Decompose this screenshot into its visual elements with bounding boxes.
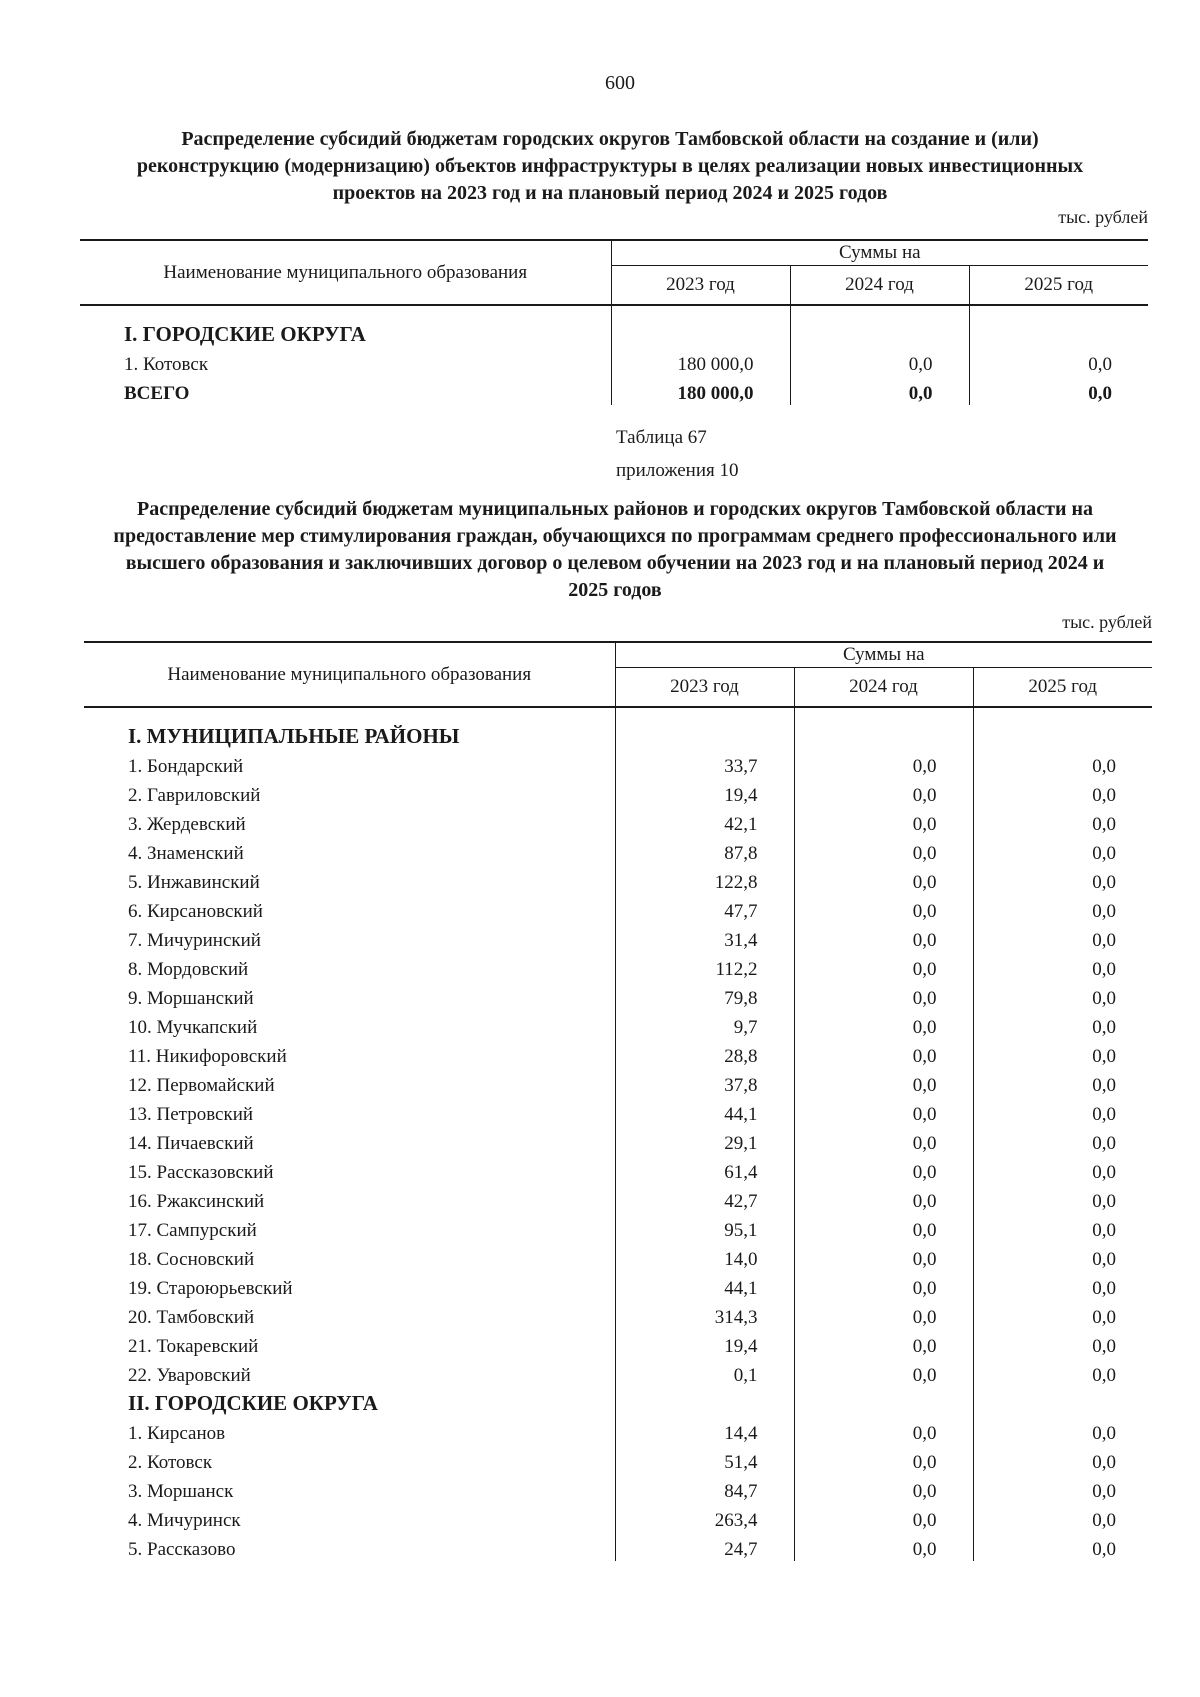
value-2023: 9,7: [615, 1010, 794, 1039]
value-2025: 0,0: [973, 1416, 1152, 1445]
value-2024: 0,0: [794, 952, 973, 981]
row-name: 5. Инжавинский: [128, 872, 260, 893]
value-2025: 0,0: [973, 981, 1152, 1010]
table-number: Таблица 67: [616, 427, 707, 448]
row-name: 11. Никифоровский: [128, 1046, 287, 1067]
row-name: 1. Кирсанов: [128, 1423, 226, 1444]
table-row: [84, 778, 1152, 807]
table-row: [84, 1242, 1152, 1271]
value-2023: 37,8: [615, 1068, 794, 1097]
value-2023: 263,4: [615, 1503, 794, 1532]
row-name: 17. Сампурский: [128, 1220, 257, 1241]
value-2024: 0,0: [794, 1358, 973, 1387]
table-row: [84, 1068, 1152, 1097]
table-row: [84, 807, 1152, 836]
value-2025: 0,0: [969, 347, 1148, 376]
value-2023: 42,1: [615, 807, 794, 836]
total-2023: 180 000,0: [611, 376, 790, 405]
row-name: 16. Ржаксинский: [128, 1191, 265, 1212]
value-2025: 0,0: [973, 1155, 1152, 1184]
table2-units: тыс. рублей: [1062, 612, 1152, 632]
value-2025: 0,0: [973, 1474, 1152, 1503]
column-header-2025: 2025 год: [973, 668, 1152, 708]
column-header-2023: 2023 год: [615, 668, 794, 708]
value-2024: 0,0: [794, 778, 973, 807]
value-2025: 0,0: [973, 1503, 1152, 1532]
value-2024: 0,0: [794, 749, 973, 778]
value-2025: 0,0: [973, 1039, 1152, 1068]
table-row: [84, 1329, 1152, 1358]
value-2023: 24,7: [615, 1532, 794, 1561]
value-2025: 0,0: [973, 952, 1152, 981]
table-row: [84, 1358, 1152, 1387]
table-row: [84, 1126, 1152, 1155]
table-row: [84, 1416, 1152, 1445]
value-2024: 0,0: [790, 347, 969, 376]
table2: [84, 641, 1152, 1561]
value-2025: 0,0: [973, 923, 1152, 952]
value-2025: 0,0: [973, 1242, 1152, 1271]
table-row: [84, 1445, 1152, 1474]
table-row: [84, 836, 1152, 865]
section-title: I. МУНИЦИПАЛЬНЫЕ РАЙОНЫ: [128, 724, 460, 748]
row-name: 1. Бондарский: [128, 756, 244, 777]
row-name: 15. Рассказовский: [128, 1162, 274, 1183]
row-name: 1. Котовск: [124, 354, 209, 375]
value-2025: 0,0: [973, 1097, 1152, 1126]
column-header-2024: 2024 год: [790, 266, 969, 306]
value-2025: 0,0: [973, 1184, 1152, 1213]
row-name: 4. Мичуринск: [128, 1510, 241, 1531]
value-2023: 84,7: [615, 1474, 794, 1503]
value-2023: 33,7: [615, 749, 794, 778]
table-row: [80, 347, 1148, 376]
value-2024: 0,0: [794, 1126, 973, 1155]
value-2024: 0,0: [794, 1097, 973, 1126]
value-2025: 0,0: [973, 1126, 1152, 1155]
row-name: 4. Знаменский: [128, 843, 244, 864]
value-2024: 0,0: [794, 1474, 973, 1503]
value-2024: 0,0: [794, 923, 973, 952]
row-name: 21. Токаревский: [128, 1336, 259, 1357]
table-row: [84, 1300, 1152, 1329]
value-2023: 95,1: [615, 1213, 794, 1242]
table-row: [84, 749, 1152, 778]
column-header-2024: 2024 год: [794, 668, 973, 708]
table-row: [84, 981, 1152, 1010]
table-row: [84, 1474, 1152, 1503]
row-name: 20. Тамбовский: [128, 1307, 255, 1328]
section-row: [84, 707, 1152, 749]
value-2024: 0,0: [794, 894, 973, 923]
value-2023: 29,1: [615, 1126, 794, 1155]
section-row: [84, 1387, 1152, 1416]
row-name: 22. Уваровский: [128, 1365, 251, 1386]
value-2025: 0,0: [973, 1271, 1152, 1300]
total-2025: 0,0: [969, 376, 1148, 405]
row-name: 5. Рассказово: [128, 1539, 236, 1560]
value-2024: 0,0: [794, 865, 973, 894]
table1: [80, 239, 1148, 405]
table-row: [84, 1503, 1152, 1532]
value-2024: 0,0: [794, 1068, 973, 1097]
total-2024: 0,0: [790, 376, 969, 405]
value-2023: 14,4: [615, 1416, 794, 1445]
row-name: 6. Кирсановский: [128, 901, 263, 922]
value-2025: 0,0: [973, 1532, 1152, 1561]
value-2024: 0,0: [794, 1184, 973, 1213]
section-title: I. ГОРОДСКИЕ ОКРУГА: [124, 322, 366, 346]
value-2025: 0,0: [973, 836, 1152, 865]
value-2024: 0,0: [794, 981, 973, 1010]
row-name: 10. Мучкапский: [128, 1017, 258, 1038]
appendix-ref: приложения 10: [616, 460, 739, 481]
column-header-name: Наименование муниципального образования: [80, 240, 611, 305]
column-header-sums: Суммы на: [615, 642, 1152, 668]
value-2023: 87,8: [615, 836, 794, 865]
value-2024: 0,0: [794, 1242, 973, 1271]
row-name: 3. Жердевский: [128, 814, 246, 835]
table-row: [84, 923, 1152, 952]
row-name: 19. Староюрьевский: [128, 1278, 293, 1299]
value-2025: 0,0: [973, 865, 1152, 894]
table-row: [84, 1039, 1152, 1068]
value-2023: 44,1: [615, 1271, 794, 1300]
value-2024: 0,0: [794, 1503, 973, 1532]
value-2024: 0,0: [794, 1329, 973, 1358]
column-header-2023: 2023 год: [611, 266, 790, 306]
value-2024: 0,0: [794, 1445, 973, 1474]
value-2025: 0,0: [973, 1213, 1152, 1242]
row-name: 9. Моршанский: [128, 988, 254, 1009]
section-title: II. ГОРОДСКИЕ ОКРУГА: [128, 1391, 378, 1415]
value-2023: 112,2: [615, 952, 794, 981]
value-2023: 47,7: [615, 894, 794, 923]
table2-title: Распределение субсидий бюджетам муниципальных районов и городских округов Тамбовской области на предоставление мер стимулирования граждан, обучающихся по программам среднего профессионального или высшего образования и заключивших договор о целевом обучении на 2023 год и на плановый период 2024 и 2025 годов: [113, 498, 1117, 601]
value-2025: 0,0: [973, 1445, 1152, 1474]
value-2023: 180 000,0: [611, 347, 790, 376]
table1-units: тыс. рублей: [1058, 207, 1148, 227]
value-2024: 0,0: [794, 1155, 973, 1184]
page-number: 600: [605, 72, 635, 94]
table-row: [84, 952, 1152, 981]
table-row: [84, 1155, 1152, 1184]
table-row: [84, 1532, 1152, 1561]
value-2024: 0,0: [794, 1300, 973, 1329]
value-2025: 0,0: [973, 749, 1152, 778]
value-2024: 0,0: [794, 1039, 973, 1068]
value-2024: 0,0: [794, 1532, 973, 1561]
column-header-2025: 2025 год: [969, 266, 1148, 306]
value-2025: 0,0: [973, 1010, 1152, 1039]
value-2024: 0,0: [794, 1271, 973, 1300]
value-2025: 0,0: [973, 894, 1152, 923]
value-2023: 28,8: [615, 1039, 794, 1068]
value-2024: 0,0: [794, 1416, 973, 1445]
table-row: [84, 894, 1152, 923]
row-name: 8. Мордовский: [128, 959, 249, 980]
row-name: 12. Первомайский: [128, 1075, 275, 1096]
table1-title: Распределение субсидий бюджетам городских округов Тамбовской области на создание и (или) реконструкцию (модернизацию) объектов инфраструктуры в целях реализации новых инвестиционных проектов на 2023 год и на плановый период 2024 и 2025 годов: [136, 128, 1084, 204]
value-2025: 0,0: [973, 1068, 1152, 1097]
row-name: 18. Сосновский: [128, 1249, 255, 1270]
row-name: 14. Пичаевский: [128, 1133, 254, 1154]
value-2025: 0,0: [973, 1358, 1152, 1387]
value-2023: 42,7: [615, 1184, 794, 1213]
table-row: [84, 1213, 1152, 1242]
value-2024: 0,0: [794, 836, 973, 865]
table-row: [84, 1271, 1152, 1300]
column-header-sums: Суммы на: [611, 240, 1148, 266]
row-name: 13. Петровский: [128, 1104, 254, 1125]
value-2023: 122,8: [615, 865, 794, 894]
value-2023: 19,4: [615, 778, 794, 807]
value-2023: 14,0: [615, 1242, 794, 1271]
total-row: [80, 376, 1148, 405]
value-2023: 51,4: [615, 1445, 794, 1474]
value-2024: 0,0: [794, 807, 973, 836]
value-2023: 44,1: [615, 1097, 794, 1126]
total-label: ВСЕГО: [124, 383, 190, 404]
value-2025: 0,0: [973, 807, 1152, 836]
row-name: 3. Моршанск: [128, 1481, 234, 1502]
row-name: 2. Гавриловский: [128, 785, 261, 806]
value-2024: 0,0: [794, 1010, 973, 1039]
value-2025: 0,0: [973, 1329, 1152, 1358]
row-name: 2. Котовск: [128, 1452, 213, 1473]
value-2023: 0,1: [615, 1358, 794, 1387]
value-2023: 31,4: [615, 923, 794, 952]
value-2025: 0,0: [973, 1300, 1152, 1329]
table-row: [84, 865, 1152, 894]
value-2023: 314,3: [615, 1300, 794, 1329]
value-2025: 0,0: [973, 778, 1152, 807]
value-2023: 19,4: [615, 1329, 794, 1358]
table-row: [84, 1184, 1152, 1213]
table-row: [84, 1097, 1152, 1126]
table-row: [84, 1010, 1152, 1039]
value-2023: 61,4: [615, 1155, 794, 1184]
column-header-name: Наименование муниципального образования: [84, 642, 615, 707]
value-2024: 0,0: [794, 1213, 973, 1242]
row-name: 7. Мичуринский: [128, 930, 261, 951]
value-2023: 79,8: [615, 981, 794, 1010]
section-row: [80, 305, 1148, 347]
